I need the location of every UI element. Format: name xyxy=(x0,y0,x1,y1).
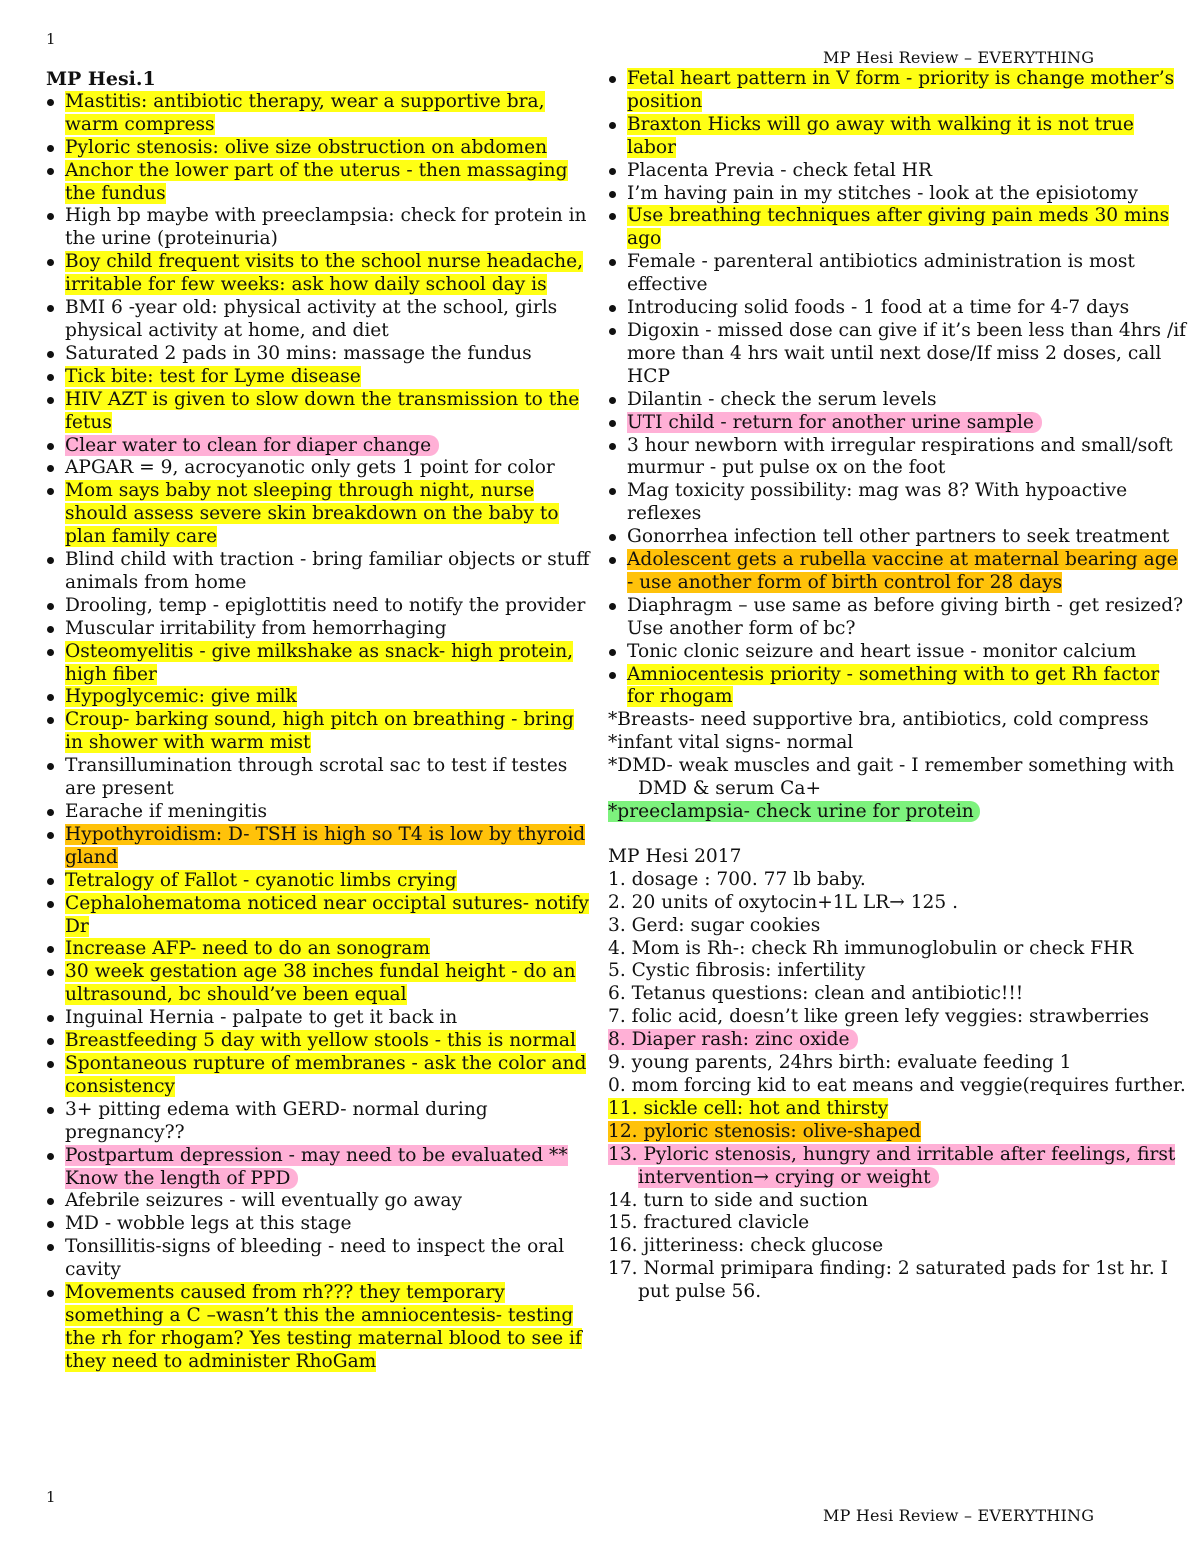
bullet-item xyxy=(608,641,1188,664)
bullet-text: Movements caused from rh??? they temporary something a C –wasn’t this the amniocentesis- testing the rh for rhogam? Yes testing maternal blood to see if they need to administer RhoGam xyxy=(65,1282,582,1372)
bullet-item xyxy=(46,343,591,366)
numbered-item xyxy=(608,983,1188,1006)
bullet-text: Placenta Previa - check fetal HR xyxy=(627,159,932,181)
section-title-mp-hesi-2017: MP Hesi 2017 xyxy=(608,845,742,867)
bullet-text: Tonic clonic seizure and heart issue - monitor calcium xyxy=(627,640,1137,662)
bullet-item xyxy=(46,1053,591,1099)
bullet-text: Tick bite: test for Lyme disease xyxy=(65,365,361,387)
numbered-item-text: 11. sickle cell: hot and thirsty xyxy=(608,1097,889,1119)
numbered-item xyxy=(608,938,1188,961)
bullet-text: 30 week gestation age 38 inches fundal height - do an ultrasound, bc should’ve been equal xyxy=(65,961,576,1006)
star-note xyxy=(608,709,1188,732)
bullet-text: Mastitis: antibiotic therapy, wear a supportive bra, warm compress xyxy=(65,90,545,135)
numbered-item-text: 16. jitteriness: check glucose xyxy=(608,1235,884,1257)
bullet-item xyxy=(46,1099,591,1145)
section-title-mp-hesi-1: MP Hesi.1 xyxy=(46,68,156,90)
bullet-text: Transillumination through scrotal sac to test if testes are present xyxy=(65,755,568,800)
left-bullet-list xyxy=(46,91,591,1374)
bullet-item xyxy=(46,641,591,687)
bullet-item xyxy=(46,549,591,595)
numbered-item xyxy=(608,1144,1188,1190)
numbered-item-text: 1. dosage : 700. 77 lb baby. xyxy=(608,868,866,890)
bullet-item xyxy=(46,595,591,618)
bullet-item xyxy=(608,68,1188,114)
bullet-text: Clear water to clean for diaper change xyxy=(65,435,439,456)
bullet-text: Earache if meningitis xyxy=(65,801,268,822)
bullet-item xyxy=(608,183,1188,206)
bullet-text: 3 hour newborn with irregular respirations and small/soft murmur - put pulse ox on the foot xyxy=(627,434,1173,479)
right-column xyxy=(608,68,1188,1304)
bullet-text: Osteomyelitis - give milkshake as snack- high protein, high fiber xyxy=(65,640,574,685)
numbered-item xyxy=(608,960,1188,983)
bullet-item xyxy=(608,389,1188,412)
bullet-item xyxy=(46,961,591,1007)
bullet-item xyxy=(46,205,591,251)
bullet-item xyxy=(608,205,1188,251)
bullet-item xyxy=(46,755,591,801)
bullet-text: Spontaneous rupture of membranes - ask the color and consistency xyxy=(65,1052,587,1097)
bullet-text: Female - parenteral antibiotics administration is most effective xyxy=(627,251,1135,296)
bullet-text: Breastfeeding 5 day with yellow stools - this is normal xyxy=(65,1030,576,1052)
bullet-text: Digoxin - missed dose can give if it’s been less than 4hrs /if more than 4 hrs wait until next dose/If miss 2 doses, call HCP xyxy=(627,319,1187,387)
bullet-text: Drooling, temp - epiglottitis need to notify the provider xyxy=(65,594,586,616)
right-bullet-list xyxy=(608,68,1188,709)
numbered-item xyxy=(608,1212,1188,1235)
star-note xyxy=(608,801,1188,824)
bullet-text: Tonsillitis-signs of bleeding - need to inspect the oral cavity xyxy=(65,1236,565,1281)
bullet-item xyxy=(46,137,591,160)
numbered-item xyxy=(608,1121,1188,1144)
bullet-item xyxy=(46,893,591,939)
bullet-item xyxy=(46,801,591,824)
numbered-item xyxy=(608,1052,1188,1075)
bullet-item xyxy=(46,686,591,709)
hesi-2017-numbered-list xyxy=(608,869,1188,1304)
bullet-text: I’m having pain in my stitches - look at the episiotomy xyxy=(627,182,1138,204)
numbered-item-text: 8. Diaper rash: zinc oxide xyxy=(608,1029,858,1050)
star-note xyxy=(608,732,1188,755)
bullet-text: Amniocentesis priority - something with to get Rh factor for rhogam xyxy=(627,663,1160,708)
star-note-text: *preeclampsia- check urine for protein xyxy=(608,801,980,822)
bullet-text: Cephalohematoma noticed near occiptal sutures- notify Dr xyxy=(65,892,589,937)
bullet-text: APGAR = 9, acrocyanotic only gets 1 point for color xyxy=(65,457,555,479)
bullet-text: Introducing solid foods - 1 food at a time for 4-7 days xyxy=(627,297,1130,319)
bullet-item xyxy=(46,91,591,137)
bullet-text: Use breathing techniques after giving pain meds 30 mins ago xyxy=(627,205,1170,250)
numbered-item-text: 15. fractured clavicle xyxy=(608,1212,810,1234)
bullet-item xyxy=(608,435,1188,481)
bullet-item xyxy=(46,480,591,549)
bullet-text: Gonorrhea infection tell other partners to seek treatment xyxy=(627,526,1170,548)
bullet-text: UTI child - return for another urine sample xyxy=(627,412,1042,433)
bullet-text: Pyloric stenosis: olive size obstruction on abdomen xyxy=(65,136,548,158)
bullet-text: Hypoglycemic: give milk xyxy=(65,686,297,708)
bullet-item xyxy=(46,1190,591,1213)
bullet-text: Anchor the lower part of the uterus - then massaging the fundus xyxy=(65,159,568,204)
star-note-text: *Breasts- need supportive bra, antibiotics, cold compress xyxy=(608,709,1149,731)
bullet-text: Hypothyroidism: D- TSH is high so T4 is low by thyroid gland xyxy=(65,823,586,868)
bullet-item xyxy=(46,824,591,870)
bullet-item xyxy=(46,1007,591,1030)
bullet-item xyxy=(608,595,1188,641)
numbered-item xyxy=(608,1258,1188,1304)
bullet-item xyxy=(46,709,591,755)
bullet-text: Muscular irritability from hemorrhaging xyxy=(65,617,447,639)
bullet-item xyxy=(46,160,591,206)
bullet-text: 3+ pitting edema with GERD- normal during pregnancy?? xyxy=(65,1098,488,1143)
bullet-item xyxy=(46,1145,591,1191)
bullet-item xyxy=(46,1236,591,1282)
bullet-item xyxy=(46,297,591,343)
bullet-item xyxy=(46,389,591,435)
bullet-text: Afebrile seizures - will eventually go away xyxy=(65,1190,462,1212)
bullet-item xyxy=(608,160,1188,183)
bullet-item xyxy=(46,435,591,458)
bullet-text: HIV AZT is given to slow down the transmission to the fetus xyxy=(65,388,580,433)
bullet-item xyxy=(46,457,591,480)
bullet-text: MD - wobble legs at this stage xyxy=(65,1213,352,1235)
bullet-item xyxy=(46,1030,591,1053)
numbered-item xyxy=(608,915,1188,938)
bullet-text: Adolescent gets a rubella vaccine at maternal bearing age - use another form of birth control for 28 days xyxy=(627,549,1178,593)
numbered-item-text: 4. Mom is Rh-: check Rh immunoglobulin or check FHR xyxy=(608,937,1134,959)
numbered-item xyxy=(608,892,1188,915)
star-note-text: *infant vital signs- normal xyxy=(608,732,854,754)
bullet-item xyxy=(46,1282,591,1374)
numbered-item xyxy=(608,1075,1188,1098)
numbered-item xyxy=(608,1006,1188,1029)
bullet-text: High bp maybe with preeclampsia: check for protein in the urine (proteinuria) xyxy=(65,205,587,250)
bullet-item xyxy=(608,320,1188,389)
numbered-item-text: 2. 20 units of oxytocin+1L LR→ 125 . xyxy=(608,891,959,913)
bullet-item xyxy=(608,526,1188,549)
bullet-item xyxy=(608,480,1188,526)
bullet-item xyxy=(46,938,591,961)
bullet-item xyxy=(608,664,1188,710)
bullet-text: Boy child frequent visits to the school nurse headache, irritable for few weeks: ask how daily school day is xyxy=(65,251,584,296)
bullet-text: Croup- barking sound, high pitch on breathing - bring in shower with warm mist xyxy=(65,709,574,754)
numbered-item-text: 3. Gerd: sugar cookies xyxy=(608,914,821,936)
numbered-item-text: 13. Pyloric stenosis, hungry and irritable after feelings, first intervention→ crying or weight xyxy=(608,1143,1176,1188)
bullet-item xyxy=(46,1213,591,1236)
bullet-item xyxy=(46,870,591,893)
numbered-item xyxy=(608,1235,1188,1258)
numbered-item-text: 7. folic acid, doesn’t like green lefy veggies: strawberries xyxy=(608,1006,1150,1028)
bullet-text: Blind child with traction - bring familiar objects or stuff animals from home xyxy=(65,549,590,593)
bullet-text: Tetralogy of Fallot - cyanotic limbs crying xyxy=(65,869,457,891)
bullet-text: BMI 6 -year old: physical activity at the school, girls physical activity at home, and diet xyxy=(65,297,558,341)
page-header: MP Hesi Review – EVERYTHING xyxy=(823,48,1095,67)
bullet-item xyxy=(46,618,591,641)
numbered-item-text: 14. turn to side and suction xyxy=(608,1189,868,1211)
bullet-item xyxy=(608,549,1188,595)
page-footer: MP Hesi Review – EVERYTHING xyxy=(823,1506,1095,1525)
numbered-item-text: 9. young parents, 24hrs birth: evaluate feeding 1 xyxy=(608,1052,1072,1074)
numbered-item-text: 0. mom forcing kid to eat means and veggie(requires further. xyxy=(608,1074,1186,1096)
bullet-text: Fetal heart pattern in V form - priority is change mother’s position xyxy=(627,68,1175,112)
numbered-item xyxy=(608,1029,1188,1052)
bullet-item xyxy=(46,366,591,389)
numbered-item xyxy=(608,1190,1188,1213)
bullet-text: Postpartum depression - may need to be evaluated ** Know the length of PPD xyxy=(65,1144,568,1189)
star-note xyxy=(608,755,1188,801)
numbered-item xyxy=(608,1098,1188,1121)
left-column xyxy=(46,68,591,1374)
bullet-text: Mag toxicity possibility: mag was 8? With hypoactive reflexes xyxy=(627,480,1128,525)
numbered-item-text: 17. Normal primipara finding: 2 saturated pads for 1st hr. I put pulse 56. xyxy=(608,1258,1168,1303)
bullet-item xyxy=(608,297,1188,320)
numbered-item xyxy=(608,869,1188,892)
bullet-item xyxy=(608,412,1188,435)
page-number-bottom: 1 xyxy=(46,1488,56,1506)
numbered-item-text: 5. Cystic fibrosis: infertility xyxy=(608,960,866,982)
bullet-text: Mom says baby not sleeping through night, nurse should assess severe skin breakdown on the baby to plan family care xyxy=(65,480,559,548)
star-notes xyxy=(608,709,1188,824)
page-number-top: 1 xyxy=(46,30,56,48)
bullet-text: Saturated 2 pads in 30 mins: massage the fundus xyxy=(65,342,532,364)
bullet-text: Braxton Hicks will go away with walking it is not true labor xyxy=(627,113,1134,158)
bullet-text: Increase AFP- need to do an sonogram xyxy=(65,938,430,960)
bullet-item xyxy=(608,251,1188,297)
bullet-item xyxy=(46,251,591,297)
star-note-text: *DMD- weak muscles and gait - I remember something with DMD & serum Ca+ xyxy=(608,755,1175,800)
bullet-text: Diaphragm – use same as before giving birth - get resized? Use another form of bc? xyxy=(627,594,1184,639)
bullet-text: Inguinal Hernia - palpate to get it back in xyxy=(65,1007,458,1029)
numbered-item-text: 12. pyloric stenosis: olive-shaped xyxy=(608,1120,921,1142)
bullet-item xyxy=(608,114,1188,160)
bullet-text: Dilantin - check the serum levels xyxy=(627,388,937,410)
numbered-item-text: 6. Tetanus questions: clean and antibiotic!!! xyxy=(608,983,1024,1005)
